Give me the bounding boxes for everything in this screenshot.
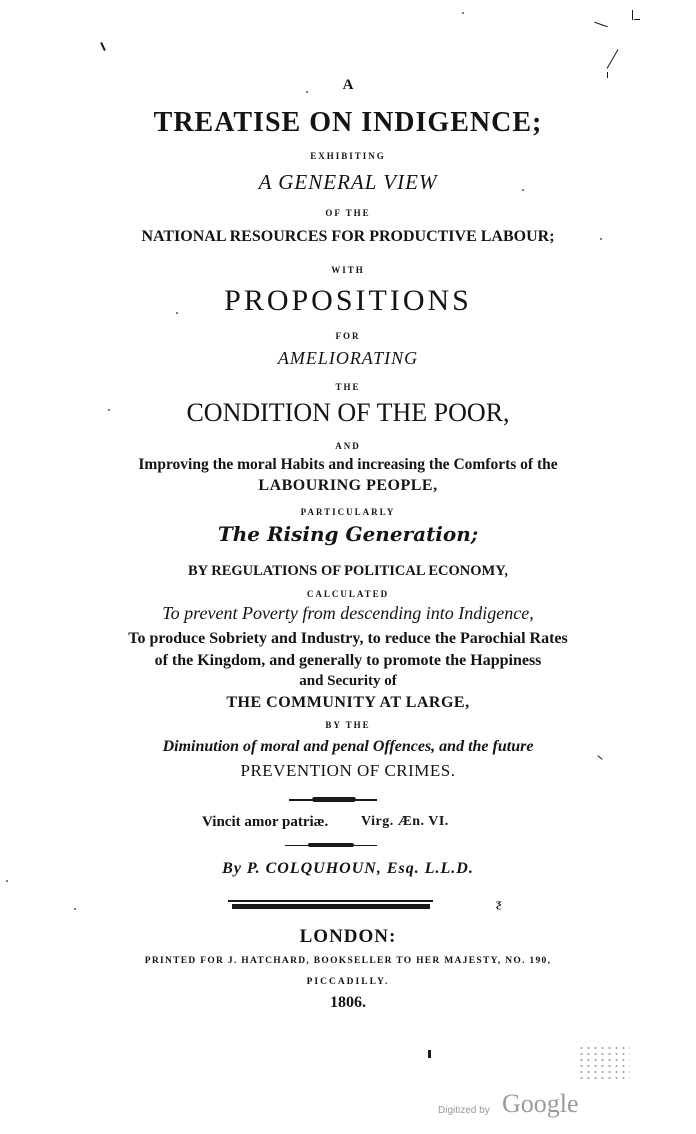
national-resources: NATIONAL RESOURCES FOR PRODUCTIVE LABOUR;	[141, 228, 555, 245]
speck	[6, 880, 8, 882]
ameliorating: AMELIORATING	[277, 348, 419, 368]
ornamental-rule	[308, 843, 354, 847]
security-line: and Security of	[299, 673, 397, 689]
improving-line: Improving the moral Habits and increasing the Comforts of the	[138, 456, 558, 473]
digitized-by-label: Digitized by	[438, 1105, 490, 1116]
ink-smudge	[578, 1045, 630, 1083]
margin-mark	[632, 10, 633, 20]
prevent-poverty: To prevent Poverty from descending into Indigence,	[162, 603, 534, 623]
title-article: A	[342, 77, 354, 93]
for-label: FOR	[335, 331, 361, 341]
digitized-watermark	[430, 1091, 600, 1125]
propositions-heading: PROPOSITIONS	[224, 284, 472, 317]
kingdom-line: of the Kingdom, and generally to promote the Happiness	[154, 652, 542, 669]
margin-mark	[100, 42, 106, 51]
motto: Vincit amor patriæ.	[202, 814, 329, 830]
exhibiting-label: EXHIBITING	[310, 151, 386, 161]
double-rule	[228, 900, 433, 902]
speck	[74, 908, 76, 910]
with-label: WITH	[331, 265, 365, 275]
by-the-label: BY THE	[325, 720, 371, 730]
author-line: By P. COLQUHOUN, Esq. L.L.D.	[222, 860, 474, 877]
double-rule	[232, 904, 430, 909]
community-line: THE COMMUNITY AT LARGE,	[226, 694, 470, 711]
and-label: AND	[335, 441, 361, 451]
margin-mark	[594, 22, 607, 28]
regulations-line: BY REGULATIONS OF POLITICAL ECONOMY,	[188, 563, 508, 579]
motto-source: Virg. Æn. VI.	[361, 814, 449, 829]
of-the-label: OF THE	[325, 208, 371, 218]
piccadilly-line: PICCADILLY.	[306, 977, 390, 987]
printer-line: PRINTED FOR J. HATCHARD, BOOKSELLER TO HER MAJESTY, NO. 190,	[144, 956, 552, 966]
margin-mark	[634, 19, 640, 20]
diminution-line: Diminution of moral and penal Offences, and the future	[162, 738, 534, 755]
margin-mark: ƺ	[496, 896, 502, 910]
condition-heading: CONDITION OF THE POOR,	[186, 398, 510, 427]
particularly-label: PARTICULARLY	[300, 507, 396, 517]
prevention-line: PREVENTION OF CRIMES.	[240, 761, 456, 780]
google-logo: Google	[502, 1089, 579, 1118]
labouring-people: LABOURING PEOPLE,	[258, 477, 438, 494]
general-view: A GENERAL VIEW	[258, 170, 438, 194]
the-label: THE	[335, 382, 361, 392]
main-title: TREATISE ON INDIGENCE;	[153, 107, 543, 138]
ornamental-rule	[312, 797, 356, 802]
speck	[462, 12, 464, 14]
calculated-label: CALCULATED	[306, 589, 390, 599]
produce-sobriety: To produce Sobriety and Industry, to reduce the Parochial Rates	[128, 630, 568, 647]
publication-year: 1806.	[330, 994, 366, 1011]
london-imprint: LONDON:	[299, 926, 397, 947]
margin-mark	[428, 1050, 431, 1058]
rising-generation: The Rising Generation;	[217, 522, 479, 546]
margin-mark	[607, 49, 619, 69]
